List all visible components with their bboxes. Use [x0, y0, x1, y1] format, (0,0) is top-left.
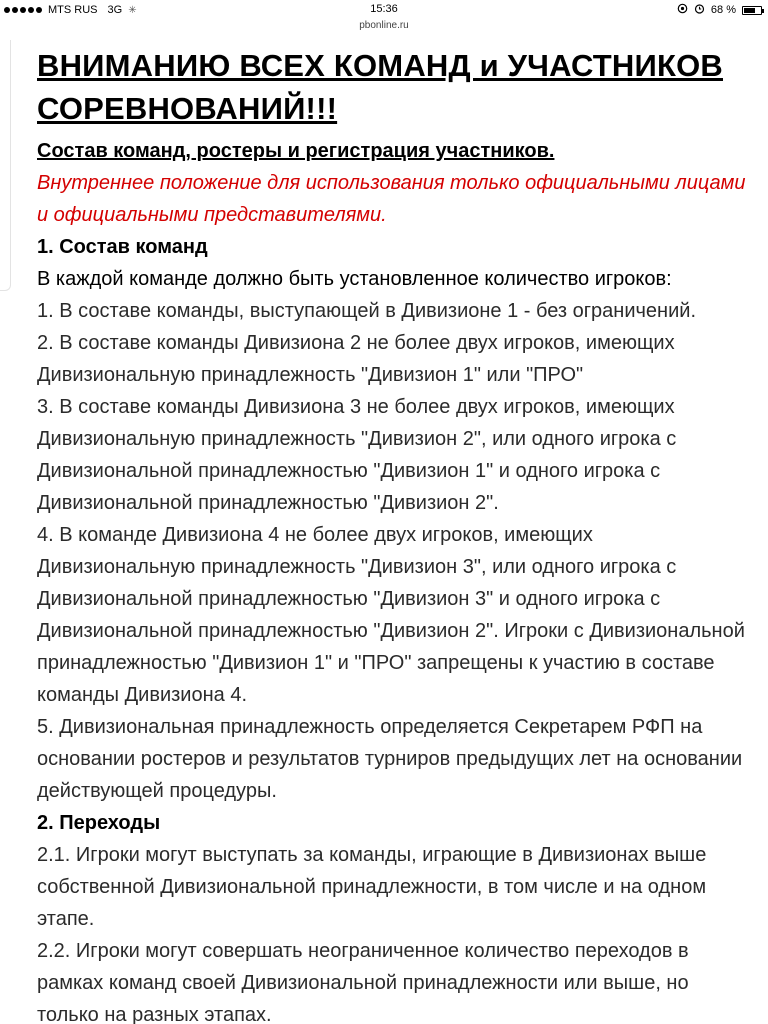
- article-subtitle: Состав команд, ростеры и регистрация участников.: [37, 140, 555, 162]
- list-item: 3. В составе команды Дивизиона 3 не более двух игроков, имеющих Дивизиональную принадлежность "Дивизион 2", или одного игрока с Дивизиональной принадлежностью "Дивизион 1" и одного игрока с Дивизиональной принадлежностью "Дивизион 2".: [37, 396, 677, 514]
- battery-icon: [742, 6, 762, 15]
- status-bar: [0, 0, 768, 31]
- list-item: 4. В команде Дивизиона 4 не более двух игроков, имеющих Дивизиональную принадлежность "Дивизион 3", или одного игрока с Дивизиональной принадлежностью "Дивизион 3" и одного игрока с Дивизиональной принадлежностью "Дивизион 2". Игроки с Дивизиональной принадлежностью "Дивизион 1" и "ПРО" запрещены к участию в составе команды Дивизиона 4.: [37, 524, 745, 706]
- article-content: [37, 44, 747, 1024]
- section-heading-transfers: 2. Переходы: [37, 812, 161, 834]
- internal-note: Внутреннее положение для использования только официальными лицами и официальными представителями.: [37, 172, 746, 226]
- status-time: 15:36: [370, 3, 398, 15]
- orientation-lock-icon: [677, 3, 688, 17]
- status-right: [677, 3, 762, 17]
- list-item: 2. В составе команды Дивизиона 2 не более двух игроков, имеющих Дивизиональную принадлежность "Дивизион 1" или "ПРО": [37, 332, 675, 386]
- list-item: 1. В составе команды, выступающей в Дивизионе 1 - без ограничений.: [37, 300, 697, 322]
- section-intro: В каждой команде должно быть установленное количество игроков:: [37, 268, 672, 290]
- network-type: 3G: [107, 4, 123, 16]
- battery-percent: 68 %: [710, 4, 736, 16]
- page-title: ВНИМАНИЮ ВСЕХ КОМАНД и УЧАСТНИКОВ СОРЕВНОВАНИЙ!!!: [37, 48, 723, 126]
- list-item: 2.2. Игроки могут совершать неограниченное количество переходов в рамках команд своей Дивизиональной принадлежности или выше, но только на разных этапах.: [37, 940, 689, 1024]
- page-edge-shadow: [0, 40, 11, 291]
- carrier-name: MTS RUS: [48, 4, 98, 16]
- list-item: 5. Дивизиональная принадлежность определяется Секретарем РФП на основании ростеров и результатов турниров предыдущих лет на основании действующей процедуры.: [37, 716, 743, 802]
- activity-spinner-icon: ✳: [128, 4, 137, 16]
- alarm-icon: [694, 3, 705, 17]
- section-heading-teams: 1. Состав команд: [37, 236, 208, 258]
- page-url[interactable]: pbonline.ru: [359, 20, 409, 31]
- list-item: 2.1. Игроки могут выступать за команды, играющие в Дивизионах выше собственной Дивизиональной принадлежности, в том числе и на одном этапе.: [37, 844, 707, 930]
